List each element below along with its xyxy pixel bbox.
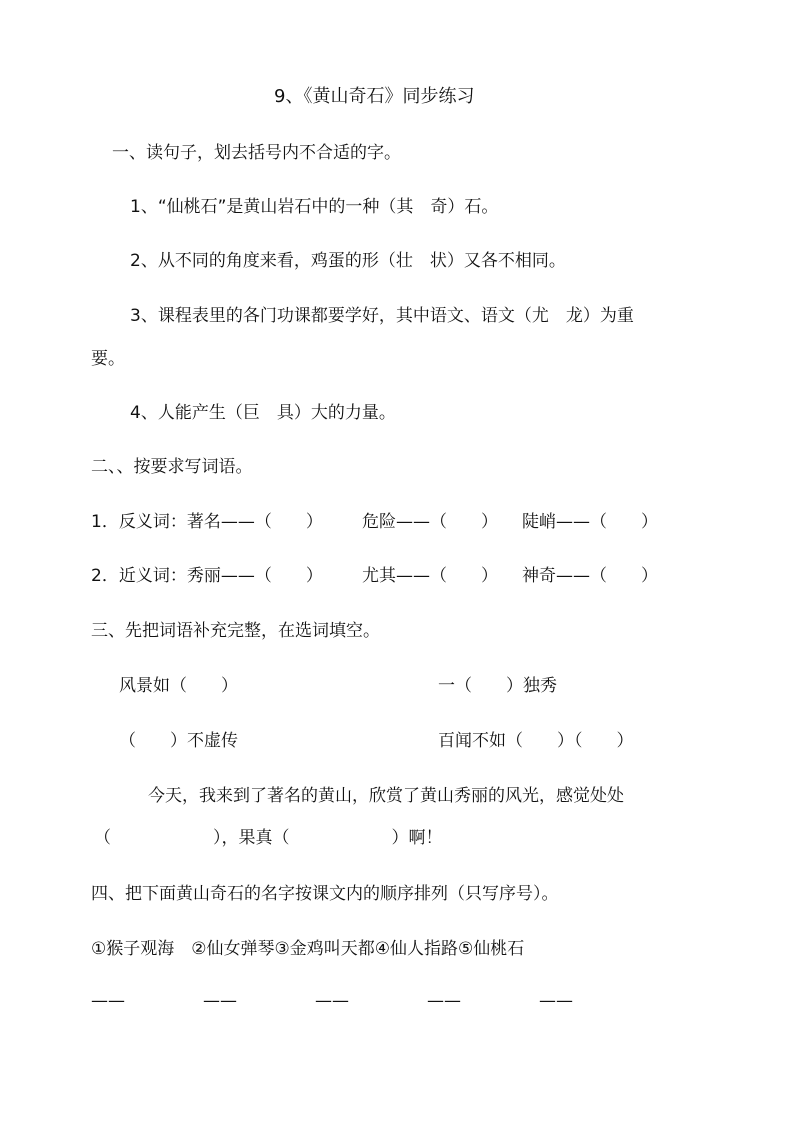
stone-options: ①猴子观海 ②仙女弹琴③金鸡叫天都④仙人指路⑤仙桃石 [91, 939, 525, 959]
idiom-2: 一（ ）独秀 [438, 676, 557, 696]
section1-item-4: 4、人能产生（巨 具）大的力量。 [130, 403, 396, 423]
section1-item-3-continued: 要。 [91, 349, 125, 369]
section1-item-3: 3、课程表里的各门功课都要学好，其中语文、语文（尤 龙）为重 [130, 306, 634, 326]
synonyms-row-item-3: 神奇——（ ） [522, 566, 658, 586]
section3-heading: 三、先把词语补充完整，在选词填空。 [91, 621, 380, 641]
section1-item-1: 1、“仙桃石”是黄山岩石中的一种（其 奇）石。 [130, 197, 499, 217]
antonyms-row-label: 1．反义词：著名——（ ） [91, 512, 323, 532]
idiom-3: （ ）不虚传 [119, 731, 238, 751]
answer-blank-4: —— [427, 991, 461, 1011]
passage-line-2: （ ），果真（ ）啊！ [94, 828, 443, 848]
antonyms-row-item-2: 危险——（ ） [362, 512, 498, 532]
section4-heading: 四、把下面黄山奇石的名字按课文内的顺序排列（只写序号）。 [91, 884, 559, 904]
passage-line-1: 今天，我来到了著名的黄山，欣赏了黄山秀丽的风光，感觉处处 [148, 786, 624, 806]
idiom-1: 风景如（ ） [119, 676, 238, 696]
worksheet-title: 9、《黄山奇石》同步练习 [274, 86, 475, 107]
section1-item-2: 2、从不同的角度来看，鸡蛋的形（壮 状）又各不相同。 [130, 251, 566, 271]
antonyms-row-item-3: 陡峭——（ ） [522, 512, 658, 532]
answer-blank-5: —— [539, 991, 573, 1011]
synonyms-row-label: 2．近义词：秀丽——（ ） [91, 566, 323, 586]
answer-blank-1: —— [91, 991, 125, 1011]
answer-blank-2: —— [203, 991, 237, 1011]
section2-heading: 二、、按要求写词语。 [91, 457, 253, 477]
section1-heading: 一、读句子，划去括号内不合适的字。 [112, 143, 401, 163]
answer-blank-3: —— [315, 991, 349, 1011]
synonyms-row-item-2: 尤其——（ ） [362, 566, 498, 586]
idiom-4: 百闻不如（ ）（ ） [438, 731, 634, 751]
